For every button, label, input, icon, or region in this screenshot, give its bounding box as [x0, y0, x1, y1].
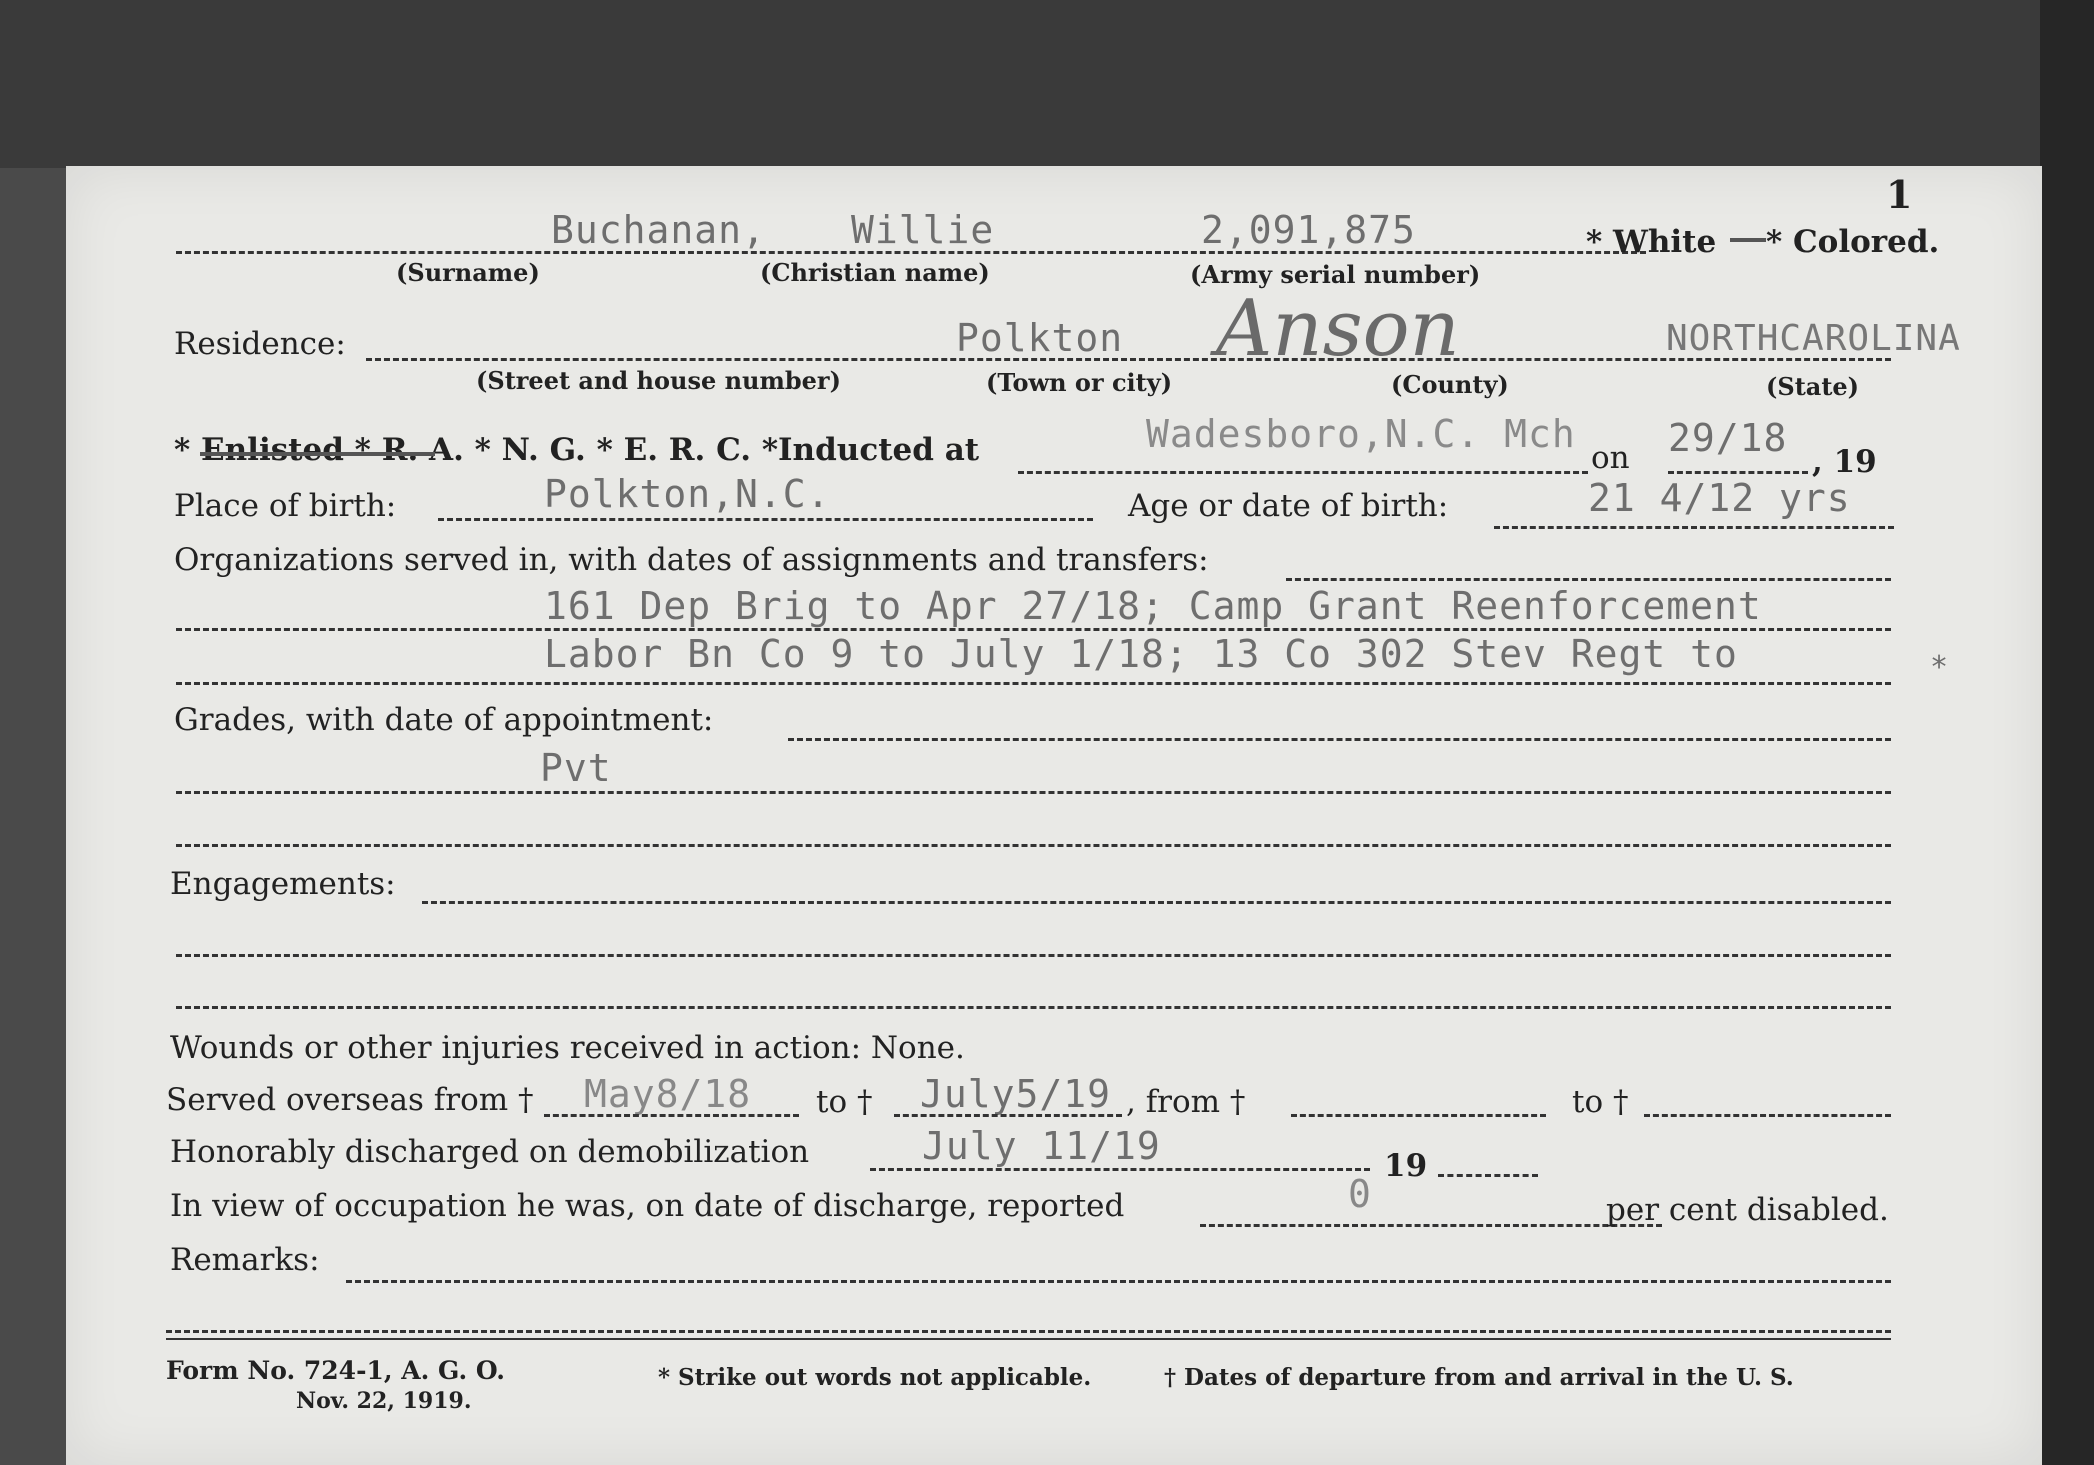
- discharged-date-value: July 11/19: [922, 1124, 1161, 1168]
- grades-line-0: [788, 738, 1891, 741]
- occupation-label: In view of occupation he was, on date of discharge, reported: [170, 1188, 1125, 1224]
- engagements-line-2: [176, 1006, 1891, 1009]
- organization-entry-2: Labor Bn Co 9 to July 1/18; 13 Co 302 Stev Regt to: [544, 632, 1738, 676]
- form-date: Nov. 22, 1919.: [296, 1388, 472, 1414]
- grades-label: Grades, with date of appointment:: [174, 702, 714, 738]
- race-white-label: * White: [1586, 224, 1717, 260]
- surname-value: Buchanan,: [551, 208, 766, 252]
- birth-label: Place of birth:: [174, 488, 397, 524]
- overseas-label: Served overseas from †: [166, 1082, 534, 1118]
- christian-name-value: Willie: [851, 208, 995, 252]
- overseas-from2-line: [1291, 1114, 1546, 1117]
- inducted-year-label: , 19: [1812, 444, 1877, 480]
- remarks-line-1: [166, 1330, 1891, 1333]
- remarks-label: Remarks:: [170, 1242, 320, 1278]
- state-value: NORTHCAROLINA: [1666, 318, 1961, 359]
- county-caption: (County): [1391, 370, 1509, 399]
- overseas-from2-label: , from †: [1126, 1084, 1246, 1120]
- serial-number-value: 2,091,875: [1201, 208, 1416, 252]
- footnote-strike: * Strike out words not applicable.: [658, 1364, 1092, 1391]
- birth-place-line: [438, 518, 1093, 521]
- overseas-to-line: [894, 1114, 1122, 1117]
- surname-caption: (Surname): [396, 258, 540, 287]
- birth-place-value: Polkton,N.C.: [544, 472, 831, 516]
- grades-line-2: [176, 844, 1891, 847]
- organization-continued-mark: *: [1930, 650, 1950, 685]
- serial-number-caption: (Army serial number): [1190, 260, 1481, 289]
- discharged-label: Honorably discharged on demobilization: [170, 1134, 810, 1170]
- age-value: 21 4/12 yrs: [1588, 476, 1851, 520]
- grade-value: Pvt: [540, 746, 612, 790]
- remarks-line-0: [346, 1280, 1891, 1283]
- engagements-line-1: [176, 954, 1891, 957]
- organizations-line-1: [176, 628, 1891, 631]
- race-strike-mark: [1730, 238, 1766, 242]
- overseas-from-value: May8/18: [584, 1072, 752, 1116]
- wounds-label: Wounds or other injuries received in action: None.: [170, 1030, 965, 1066]
- name-line: [176, 251, 1646, 254]
- state-caption: (State): [1766, 372, 1860, 401]
- inducted-date-value: 29/18: [1668, 416, 1788, 460]
- form-number: Form No. 724-1, A. G. O.: [166, 1356, 505, 1385]
- residence-label: Residence:: [174, 326, 346, 362]
- inducted-place-value: Wadesboro,N.C. Mch: [1146, 412, 1576, 456]
- overseas-to-label: to †: [816, 1084, 873, 1120]
- inducted-date-line: [1668, 471, 1808, 474]
- footnote-dates: † Dates of departure from and arrival in the U. S.: [1164, 1364, 1794, 1391]
- disabled-line: [1200, 1224, 1662, 1227]
- town-value: Polkton: [956, 316, 1124, 360]
- discharged-year-line: [1438, 1174, 1538, 1177]
- inducted-place-line: [1018, 471, 1588, 474]
- age-label: Age or date of birth:: [1128, 488, 1449, 524]
- street-caption: (Street and house number): [476, 366, 841, 395]
- organizations-label: Organizations served in, with dates of assignments and transfers:: [174, 542, 1209, 578]
- engagements-label: Engagements:: [170, 866, 396, 902]
- town-caption: (Town or city): [986, 368, 1173, 397]
- overseas-to-value: July5/19: [920, 1072, 1112, 1116]
- organization-entry-1: 161 Dep Brig to Apr 27/18; Camp Grant Reenforcement: [544, 584, 1762, 628]
- overseas-from-line: [544, 1114, 799, 1117]
- scanner-backdrop: [0, 0, 2094, 168]
- organizations-line-2: [176, 682, 1891, 685]
- residence-line: [366, 358, 1891, 361]
- discharged-date-line: [870, 1168, 1370, 1171]
- footer-rule: [166, 1338, 1891, 1340]
- grades-line-1: [176, 791, 1891, 794]
- card-number: 1: [1886, 172, 1913, 217]
- enlisted-line-label: * Enlisted * R. A. * N. G. * E. R. C. *Inducted at: [174, 432, 980, 468]
- county-handwritten: Anson: [1216, 284, 1460, 374]
- race-colored-label: * Colored.: [1766, 224, 1940, 260]
- overseas-to2-label: to †: [1572, 1084, 1629, 1120]
- age-line: [1494, 526, 1894, 529]
- service-record-card: [66, 166, 2042, 1465]
- overseas-to2-line: [1644, 1114, 1891, 1117]
- discharged-year-label: 19: [1384, 1148, 1428, 1184]
- disabled-value: 0: [1348, 1172, 1372, 1216]
- engagements-line-0: [422, 901, 1891, 904]
- enlisted-strike-mark: [200, 452, 435, 456]
- disabled-label: per cent disabled.: [1606, 1192, 1889, 1228]
- scanner-edge: [2040, 0, 2094, 1465]
- organizations-line-0: [1286, 578, 1891, 581]
- inducted-on-label: on: [1591, 440, 1630, 476]
- christian-name-caption: (Christian name): [760, 258, 990, 287]
